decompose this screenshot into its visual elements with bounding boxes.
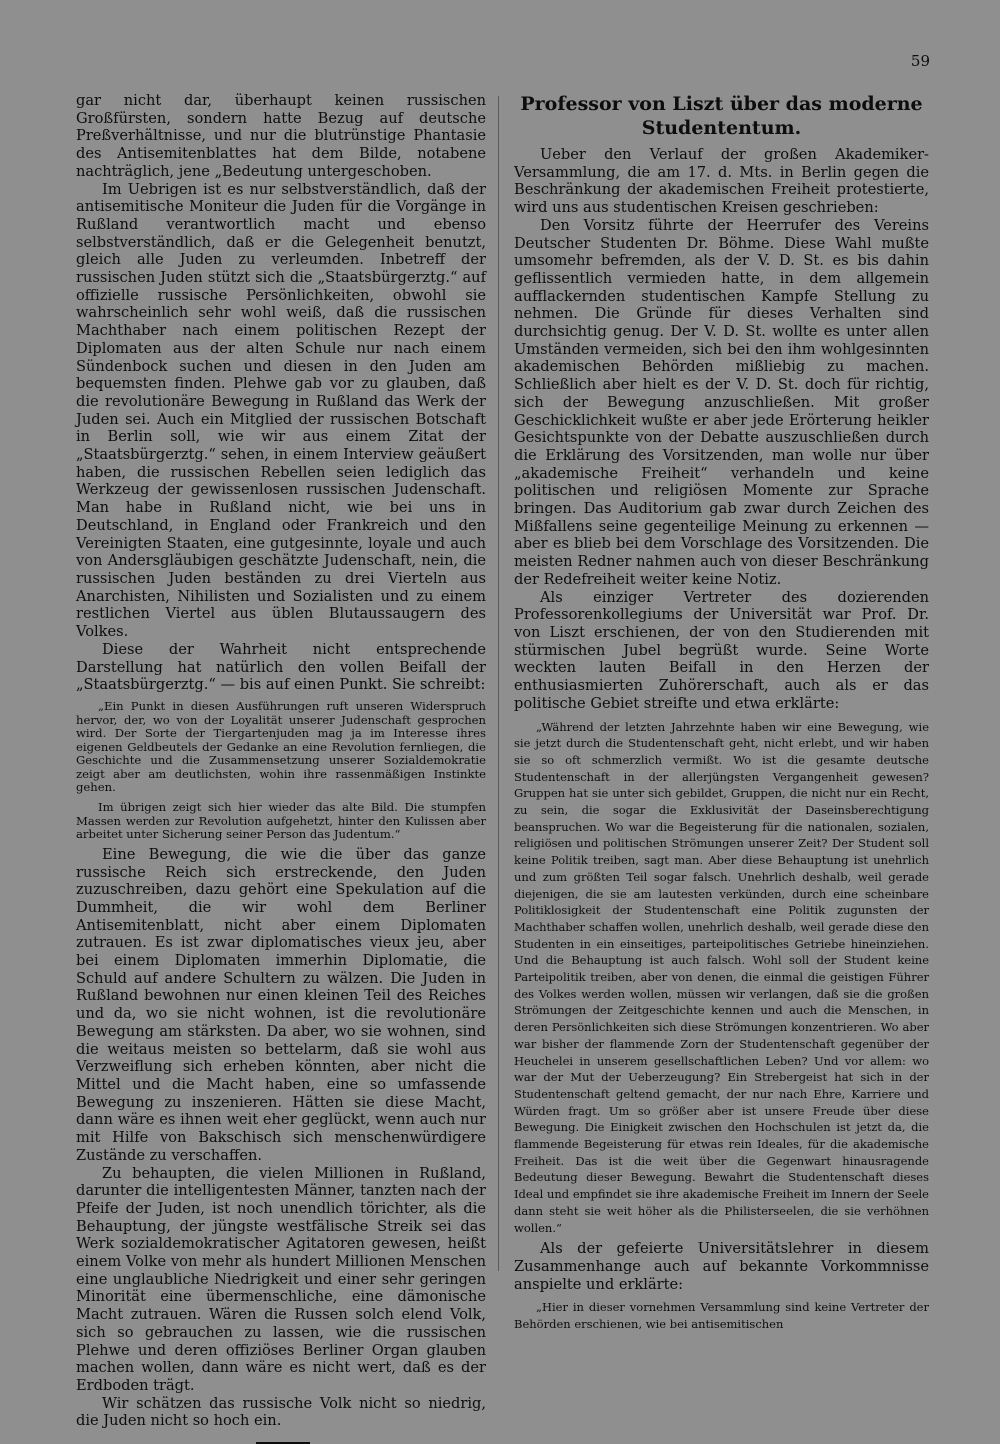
headline-line-2: Studententum. (641, 117, 802, 139)
left-quote-1: „Ein Punkt in diesen Ausführungen ruft unseren Widerspruch hervor, der, wo von der Loyalität unserer Judenschaft gesprochen wird. Der Sorte der Tiergartenjuden mag ja im Interesse ihres eigenen Geldbeutels der Gedanke an eine Revolution fernliegen, die Geschichte und die Zusammensetzung unserer Sozialdemokratie zeigt aber am deutlichsten, wohin ihre rassenmäßigen Instinkte gehen. (76, 698, 486, 795)
right-column (514, 92, 929, 1364)
left-quote-2: Im übrigen zeigt sich hier wieder das alte Bild. Die stumpfen Massen werden zur Revolution aufgehetzt, hinter den Kulissen aber arbeitet unter Sicherung seiner Person das Judentum.“ (76, 800, 486, 842)
left-paragraph-5: Zu behaupten, die vielen Millionen in Rußland, darunter die intelligentesten Männer, tanzten nach der Pfeife der Juden, ist noch unendlich törichter, als die Behauptung, der jüngste westfälische Streik sei das Werk sozialdemokratischer Agitatoren gewesen, heißt einem Volke von mehr als hundert Millionen Menschen eine unglaubliche Niedrigkeit und einer sehr geringen Minorität eine übermenschliche, eine dämonische Macht zutrauen. Wären die Russen solch elend Volk, sich so gebrauchen zu lassen, wie die russischen Plehwe und deren offiziöses Berliner Organ glauben machen wollen, dann wäre es nicht wert, daß es der Erdboden trägt. (76, 1164, 486, 1394)
left-paragraph-3: Diese der Wahrheit nicht entsprechende Darstellung hat natürlich den vollen Beifall der „Staatsbürgerztg.“ — bis auf einen Punkt. Sie schreibt: (76, 640, 486, 694)
left-paragraph-6: Wir schätzen das russische Volk nicht so niedrig, die Juden nicht so hoch ein. (76, 1394, 486, 1430)
left-paragraph-1: gar nicht dar, überhaupt keinen russischen Großfürsten, sondern hatte Bezug auf deutsche Preßverhältnisse, und nur die blutrünstige Phantasie des Antisemitenblattes hat dem Bilde, notabene nachträglich, jene „Bedeutung untergeschoben. (76, 92, 486, 180)
page-number: 59 (910, 52, 930, 70)
right-paragraph-4: Als der gefeierte Universitätslehrer in diesem Zusammenhange auch auf bekannte Vorkommnisse anspielte und erklärte: (514, 1240, 929, 1293)
left-column (76, 92, 486, 1430)
column-divider (498, 96, 499, 1271)
right-paragraph-2: Den Vorsitz führte der Heerrufer des Vereins Deutscher Studenten Dr. Böhme. Diese Wahl mußte umsomehr befremden, als der V. D. St. es bis dahin geflissentlich vermieden hatte, in dem allgemein aufflackernden studentischen Kampfe Stellung zu nehmen. Die Gründe für dieses Verhalten sind durchsichtig genug. Der V. D. St. wollte es unter allen Umständen vermeiden, sich bei den ihm wohlgesinnten akademischen Behörden mißliebig zu machen. Schließlich aber hielt es der V. D. St. doch für richtig, sich der Bewegung anzuschließen. Mit großer Geschicklichkeit wußte er aber jede Erörterung heikler Gesichtspunkte von der Debatte auszuschließen durch die Erklärung des Vorsitzenden, man wolle nur über „akademische Freiheit“ verhandeln und keine politischen und religiösen Momente zur Sprache bringen. Das Auditorium gab zwar durch Zeichen des Mißfallens seine gegenteilige Meinung zu erkennen — aber es blieb bei dem Vorschlage des Vorsitzenden. Die meisten Redner nahmen auch von dieser Beschränkung der Redefreiheit weiter keine Notiz. (514, 216, 929, 588)
right-paragraph-1: Ueber den Verlauf der großen Akademiker-Versammlung, die am 17. d. Mts. in Berlin gegen die Beschränkung der akademischen Freiheit protestierte, wird uns aus studentischen Kreisen geschrieben: (514, 146, 929, 217)
left-paragraph-2: Im Uebrigen ist es nur selbstverständlich, daß der antisemitische Moniteur die Juden für die Vorgänge in Rußland verantwortlich macht und ebenso selbstverständlich, daß er die Gelegenheit benutzt, gleich alle Juden zu verleumden. Inbetreff der russischen Juden stützt sich die „Staatsbürgerztg.“ auf offizielle russische Persönlichkeiten, obwohl sie wahrscheinlich sehr wohl weiß, daß die russischen Machthaber nach einem politischen Rezept der Diplomaten aus der alten Schule nur nach einem Sündenbock suchen und diesen in den Juden am bequemsten finden. Plehwe gab vor zu glauben, daß die revolutionäre Bewegung in Rußland das Werk der Juden sei. Auch ein Mitglied der russischen Botschaft in Berlin soll, wie wir aus einem Zitat der „Staatsbürgerztg.“ sehen, in einem Interview geäußert haben, die russischen Rebellen seien lediglich das Werkzeug der gewissenlosen russischen Judenschaft. Man habe in Rußland nicht, wie bei uns in Deutschland, in England oder Frankreich und den Vereinigten Staaten, eine gutgesinnte, loyale und auch von Andersgläubigen geschätzte Judenschaft, nein, die russischen Juden beständen zu drei Vierteln aus Anarchisten, Nihilisten und Sozialisten und zu einem restlichen Viertel aus üblen Blutaussaugern des Volkes. (76, 180, 486, 641)
article-headline (514, 92, 929, 140)
right-paragraph-3: Als einziger Vertreter des dozierenden Professorenkollegiums der Universität war Prof. Dr. von Liszt erschienen, der von den Studierenden mit stürmischen Jubel begrüßt wurde. Seine Worte weckten lauten Beifall in den Herzen der enthusiasmierten Zuhörerschaft, auch als er das politische Gebiet streifte und etwa erklärte: (514, 588, 929, 712)
right-quote: „Während der letzten Jahrzehnte haben wir eine Bewegung, wie sie jetzt durch die Studentenschaft geht, nicht erlebt, und wir haben sie so oft schmerzlich vermißt. Wo ist die gesamte deutsche Studentenschaft in der allerjüngsten Vergangenheit gewesen? Gruppen hat sie unter sich gebildet, Gruppen, die nicht nur ein Recht, zu sein, die sogar die Exklusivität der Daseinsberechtigung beanspruchen. Wo war die Begeisterung für die nationalen, sozialen, religiösen und politischen Strömungen unserer Zeit? Der Student soll keine Politik treiben, sagt man. Aber diese Behauptung ist unehrlich und zum größten Teil sogar falsch. Unehrlich deshalb, weil gerade diejenigen, die sie am lautesten verkünden, durch eine scheinbare Politiklosigkeit der Studentenschaft eine Politik zugunsten der Machthaber schaffen wollen, unehrlich deshalb, weil gerade diese den Studenten in ein einseitiges, parteipolitisches Getriebe hineinziehen. Und die Behauptung ist auch falsch. Wohl soll der Student keine Parteipolitik treiben, aber von denen, die einmal die geistigen Führer des Volkes werden wollen, müssen wir verlangen, daß sie die großen Strömungen der Zeitgeschichte kennen und auch die Menschen, in deren Persönlichkeiten sich diese Strömungen konzentrieren. Wo aber war bisher der flammende Zorn der Studentenschaft gegenüber der Heuchelei in unserem gesellschaftlichen Leben? Und vor allem: wo war der Mut der Ueberzeugung? Ein Strebergeist hat sich in der Studentenschaft geltend gemacht, der nur nach Ehre, Karriere und Würden fragt. Um so größer aber ist unsere Freude über diese Bewegung. Die Einigkeit zwischen den Hochschulen ist jetzt da, die flammende Begeisterung für etwas rein Ideales, für die akademische Freiheit. Das ist die weit über die Gegenwart hinausragende Bedeutung dieser Bewegung. Bewahrt die Studentenschaft dieses Ideal und empfindet sie ihre akademische Freiheit im Innern der Seele dann steht sie weit höher als die Philisterseelen, die sie verhöhnen wollen.“ (514, 719, 929, 1235)
left-paragraph-4: Eine Bewegung, die wie die über das ganze russische Reich sich erstreckende, den Juden zuzuschreiben, dazu gehört eine Spekulation auf die Dummheit, die wir wohl dem Berliner Antisemitenblatt, nicht aber einem Diplomaten zutrauen. Es ist zwar diplomatisches vieux jeu, aber bei einem Diplomaten immerhin Diplomatie, die Schuld auf andere Schultern zu wälzen. Die Juden in Rußland bewohnen nur einen kleinen Teil des Reiches und da, wo sie nicht wohnen, ist die revolutionäre Bewegung am stärksten. Da aber, wo sie wohnen, sind die weitaus meisten so bettelarm, daß sie wohl aus Verzweiflung sich erheben könnten, aber nicht die Mittel und die Macht haben, eine so umfassende Bewegung zu inszenieren. Hätten sie diese Macht, dann wäre es ihnen weit eher geglückt, wenn auch nur mit Hilfe von Bakschisch sich menschenwürdigere Zustände zu verschaffen. (76, 845, 486, 1164)
right-quote-end: „Hier in dieser vornehmen Versammlung sind keine Vertreter der Behörden erschienen, wie bei antisemitischen (514, 1300, 929, 1332)
headline-line-1: Professor von Liszt über das moderne (520, 93, 923, 115)
